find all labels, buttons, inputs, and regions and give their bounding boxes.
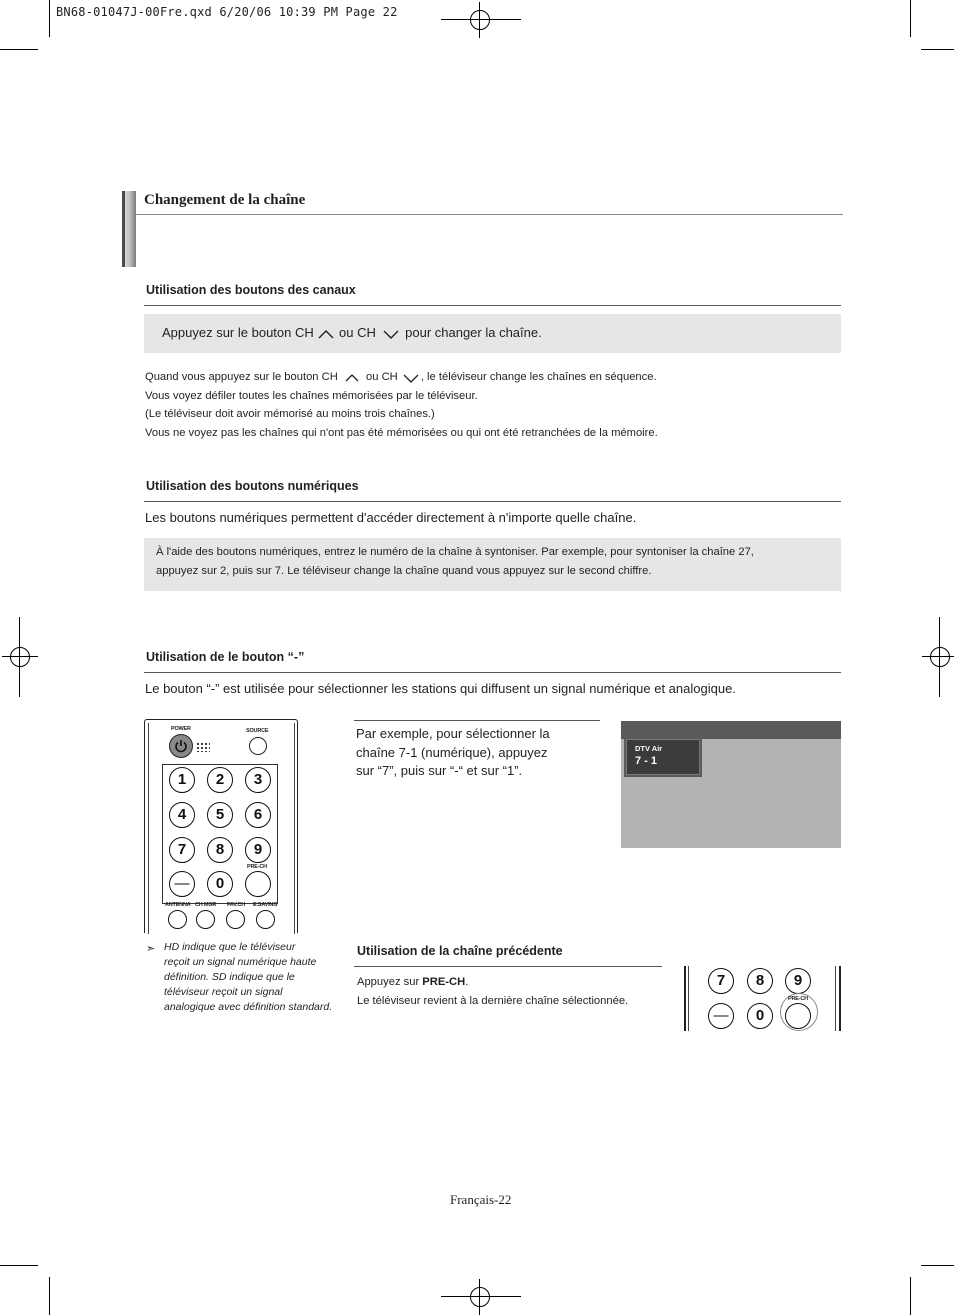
crop-mark (49, 1277, 50, 1315)
osd-source: DTV Air (635, 744, 663, 753)
chevron-down-icon (401, 372, 421, 383)
power-label: POWER (171, 726, 191, 732)
key-7: 7 (169, 837, 195, 863)
crop-mark (910, 1277, 911, 1315)
e-saving-button (256, 910, 275, 929)
tv-screen-top-band (621, 721, 841, 739)
channel-buttons-heading: Utilisation des boutons des canaux (146, 283, 356, 297)
tv-screen (621, 721, 841, 848)
body-line: Quand vous appuyez sur le bouton CH ou CH , le téléviseur change les chaînes en séquence. (145, 371, 657, 383)
dash-button-intro: Le bouton “-” est utilisée pour sélectionner les stations qui diffusent un signal numérique et analogique. (145, 681, 736, 696)
body-line: (Le téléviseur doit avoir mémorisé au moins trois chaînes.) (145, 408, 435, 420)
antenna-button (168, 910, 187, 929)
osd-panel (624, 739, 702, 777)
crop-mark (939, 617, 940, 697)
heading-rule (354, 966, 662, 967)
key-0: 0 (207, 871, 233, 897)
crop-mark (441, 1296, 521, 1297)
note-text: HD indique que le téléviseur reçoit un signal numérique haute définition. SD indique que le téléviseur reçoit un signal analogique avec définition standard. (164, 941, 333, 1013)
crop-mark (921, 49, 954, 50)
chevron-up-icon (317, 328, 335, 340)
registration-mark (462, 2, 498, 38)
e-saving-label: E.SAVING (253, 902, 278, 908)
pre-ch-label: PRE-CH (247, 864, 267, 870)
body-line: Vous ne voyez pas les chaînes qui n'ont pas été mémorisées ou qui ont été retranchées de la mémoire. (145, 426, 658, 439)
osd-box (626, 739, 700, 775)
crop-mark (0, 1265, 38, 1266)
example-box-text: À l'aide des boutons numériques, entrez le numéro de la chaîne à syntoniser. Par exemple, pour syntoniser la chaîne 27, appuyez sur 2, puis sur 7. Le téléviseur change la chaîne quand vous appuyez sur le second chiffre. (156, 546, 754, 577)
key-pre-ch (785, 1003, 811, 1029)
ch-mgr-button (196, 910, 215, 929)
example-rule (354, 720, 600, 721)
remote-control (144, 719, 298, 933)
heading-rule (144, 501, 841, 502)
section-title: Changement de la chaîne (144, 192, 306, 208)
ch-mgr-label: CH MGR (195, 902, 217, 908)
section-title-rule (136, 214, 843, 215)
key-5: 5 (207, 802, 233, 828)
heading-rule (144, 672, 841, 673)
body-line: Vous voyez défiler toutes les chaînes mémorisées par le téléviseur. (145, 389, 478, 402)
heading-rule (144, 305, 841, 306)
chevron-down-icon (380, 328, 402, 340)
pre-ch-keypad (684, 966, 841, 1031)
key-6: 6 (245, 802, 271, 828)
key-0: 0 (747, 1003, 773, 1029)
channel-buttons-body (145, 368, 658, 442)
power-icon (174, 739, 188, 753)
numeric-buttons-intro: Les boutons numériques permettent d'accéder directement à n'importe quelle chaîne. (145, 510, 637, 525)
dash-button-heading: Utilisation de le bouton “-” (146, 650, 305, 664)
key-3: 3 (245, 767, 271, 793)
antenna-label: ANTENNA (165, 902, 191, 908)
indicator-dots (196, 742, 210, 752)
fav-ch-button (226, 910, 245, 929)
key-2: 2 (207, 767, 233, 793)
note-arrow-icon: ➣ (146, 943, 156, 955)
registration-mark (922, 639, 954, 675)
key-8: 8 (207, 837, 233, 863)
key-1: 1 (169, 767, 195, 793)
crop-mark (921, 1265, 954, 1266)
key-pre-ch (245, 871, 271, 897)
key-dash: — (708, 1003, 734, 1029)
crop-mark (910, 0, 911, 37)
source-label: SOURCE (246, 728, 269, 734)
pre-ch-label: PRE-CH (788, 996, 808, 1002)
crop-mark (0, 49, 38, 50)
chevron-up-icon (341, 372, 363, 383)
crop-mark (441, 19, 521, 20)
dash-example-text: Par exemple, pour sélectionner la chaîne 7-1 (numérique), appuyez sur “7”, puis sur “-“ et sur “1”. (356, 726, 550, 778)
registration-mark (2, 639, 38, 675)
instruction-text: Appuyez sur le bouton CH ou CH pour changer la chaîne. (162, 325, 542, 340)
section-bar (122, 191, 136, 267)
previous-channel-text: Appuyez sur PRE-CH. Le téléviseur revient à la dernière chaîne sélectionnée. (357, 976, 629, 1007)
page-number: Français-22 (450, 1192, 512, 1207)
osd-channel: 7 - 1 (635, 755, 658, 767)
registration-mark (462, 1279, 498, 1315)
key-8: 8 (747, 968, 773, 994)
crop-mark (49, 0, 50, 37)
print-slug: BN68-01047J-00Fre.qxd 6/20/06 10:39 PM Page 22 (56, 5, 398, 19)
fav-ch-label: FAV.CH (227, 902, 246, 908)
key-9: 9 (245, 837, 271, 863)
key-dash: — (169, 871, 195, 897)
previous-channel-heading: Utilisation de la chaîne précédente (357, 944, 563, 958)
key-7: 7 (708, 968, 734, 994)
crop-mark (19, 617, 20, 697)
source-button (249, 737, 267, 755)
key-4: 4 (169, 802, 195, 828)
numeric-buttons-heading: Utilisation des boutons numériques (146, 479, 359, 493)
key-9: 9 (785, 968, 811, 994)
